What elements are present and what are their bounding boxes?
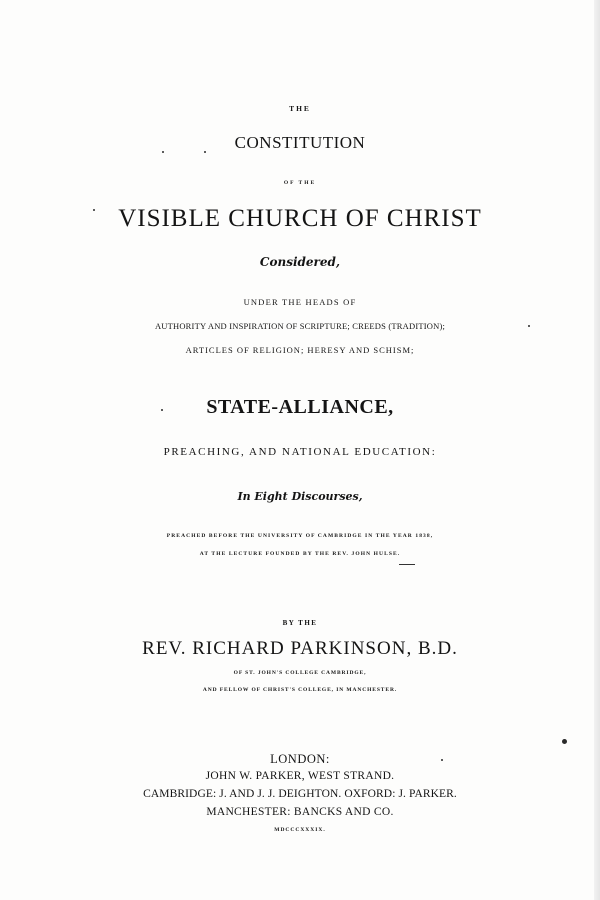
heads-line-1: AUTHORITY AND INSPIRATION OF SCRIPTURE; CREEDS (TRADITION); (154, 321, 446, 331)
ink-speck (162, 151, 164, 153)
preaching-line: PREACHING, AND NATIONAL EDUCATION: (163, 446, 437, 458)
preached-line-2: AT THE LECTURE FOUNDED BY THE REV. JOHN HULSE. (199, 551, 401, 557)
affiliation-line-2: AND FELLOW OF CHRIST'S COLLEGE, IN MANCHESTER. (202, 687, 398, 693)
considered-label: Considered, (259, 255, 341, 269)
by-the-label: BY THE (282, 619, 318, 627)
ink-speck (161, 409, 163, 411)
publisher-line-3: MANCHESTER: BANCKS AND CO. (206, 806, 394, 818)
constitution-heading: CONSTITUTION (234, 133, 366, 152)
london-label: LONDON: (270, 752, 330, 766)
heads-line-2: ARTICLES OF RELIGION; HERESY AND SCHISM; (185, 345, 415, 355)
ink-speck (93, 209, 95, 211)
of-the-label: OF THE (283, 180, 317, 186)
year-label: MDCCCXXXIX. (274, 827, 326, 833)
ink-speck (441, 759, 443, 761)
underline-mark (399, 564, 415, 565)
publisher-line-1: JOHN W. PARKER, WEST STRAND. (205, 770, 395, 782)
preached-line-1: PREACHED BEFORE THE UNIVERSITY OF CAMBRIDGE IN THE YEAR 1838, (166, 533, 434, 539)
main-title: VISIBLE CHURCH OF CHRIST (118, 205, 482, 232)
state-alliance-heading: STATE-ALLIANCE, (206, 396, 394, 418)
the-label: THE (289, 104, 311, 113)
publisher-line-2: CAMBRIDGE: J. AND J. J. DEIGHTON. OXFORD: J. PARKER. (143, 788, 457, 800)
author-name: REV. RICHARD PARKINSON, B.D. (142, 638, 458, 659)
affiliation-line-1: OF ST. JOHN'S COLLEGE CAMBRIDGE, (233, 670, 367, 676)
eight-discourses-label: In Eight Discourses, (237, 490, 363, 503)
ink-speck (562, 739, 567, 744)
ink-speck (528, 325, 530, 327)
under-heads-label: UNDER THE HEADS OF (243, 297, 357, 307)
ink-speck (204, 151, 206, 153)
